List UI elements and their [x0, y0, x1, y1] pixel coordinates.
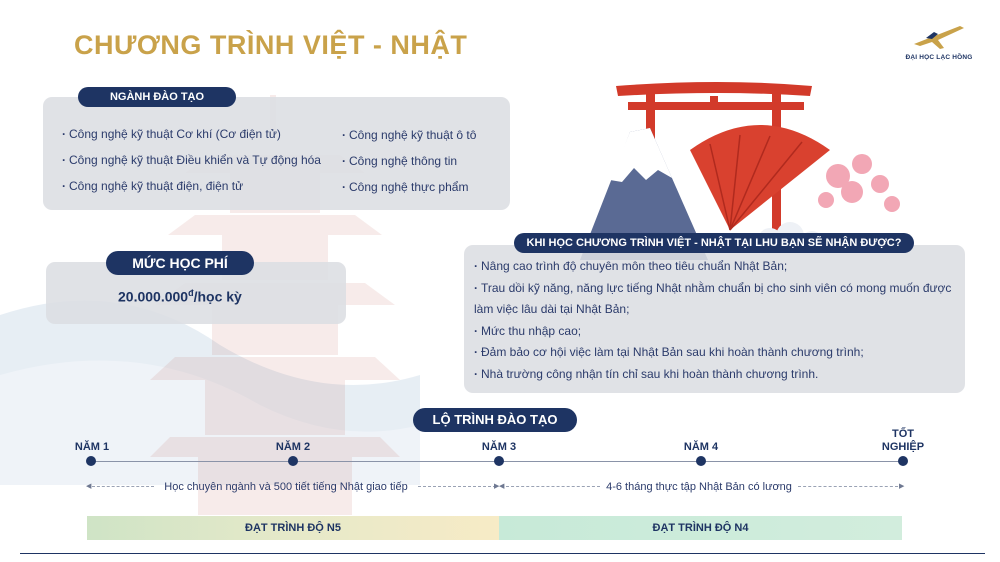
list-item: · Công nghệ kỹ thuật Điều khiển và Tự động hóa	[62, 147, 321, 173]
fee-heading: MỨC HỌC PHÍ	[106, 251, 254, 275]
list-item: · Công nghệ kỹ thuật Cơ khí (Cơ điện tử)	[62, 121, 321, 147]
plane-emblem-icon	[908, 22, 970, 52]
benefits-heading: KHI HỌC CHƯƠNG TRÌNH VIỆT - NHẬT TẠI LHU BẠN SẼ NHẬN ĐƯỢC?	[514, 233, 914, 253]
phase-1-text: Học chuyên ngành và 500 tiết tiếng Nhật giao tiếp	[164, 481, 408, 493]
fee-value	[118, 288, 242, 305]
arrow-right-icon: ▶	[494, 483, 500, 490]
majors-list-left	[62, 121, 321, 199]
stage-label-year-3: NĂM 3	[481, 441, 517, 453]
list-item: · Công nghệ thông tin	[342, 148, 476, 174]
phase-1-dash-left	[92, 486, 154, 487]
stage-dot	[696, 456, 706, 466]
fee-unit: /học kỳ	[193, 288, 242, 305]
majors-heading: NGÀNH ĐÀO TẠO	[78, 87, 236, 107]
fee-currency: đ	[188, 288, 194, 298]
phase-2-dash-left	[506, 486, 600, 487]
stage-label-year-2: NĂM 2	[275, 441, 311, 453]
majors-list-right	[342, 122, 476, 200]
benefits-list	[474, 256, 959, 385]
list-item: · Trau dồi kỹ năng, năng lực tiếng Nhật nhằm chuẩn bị cho sinh viên có mong muốn được làm việc lâu dài tại Nhật Bản;	[474, 278, 959, 321]
list-item: · Mức thu nhập cao;	[474, 321, 959, 343]
list-item: · Công nghệ kỹ thuật ô tô	[342, 122, 476, 148]
arrow-left-icon: ◀	[499, 483, 505, 490]
roadmap-heading: LỘ TRÌNH ĐÀO TẠO	[413, 408, 577, 432]
cherry-blossom-icon	[818, 154, 900, 212]
fee-amount: 20.000.000	[118, 288, 189, 305]
page-title: CHƯƠNG TRÌNH VIỆT - NHẬT	[74, 30, 468, 60]
phase-1-dash-right	[418, 486, 496, 487]
university-logo	[898, 22, 980, 72]
logo-name: ĐẠI HỌC LẠC HỒNG	[905, 54, 973, 61]
level-band-n5: ĐẠT TRÌNH ĐỘ N5	[87, 516, 499, 540]
stage-dot	[288, 456, 298, 466]
list-item: · Nhà trường công nhận tín chỉ sau khi hoàn thành chương trình.	[474, 364, 959, 386]
arrow-left-icon: ◀	[86, 483, 92, 490]
stage-label-graduation: TỐT NGHIỆP	[881, 428, 925, 453]
stage-dot	[494, 456, 504, 466]
level-band-n4: ĐẠT TRÌNH ĐỘ N4	[499, 516, 902, 540]
list-item: · Công nghệ kỹ thuật điện, điện tử	[62, 173, 321, 199]
list-item: · Nâng cao trình độ chuyên môn theo tiêu chuẩn Nhật Bản;	[474, 256, 959, 278]
folding-fan-icon	[690, 125, 830, 230]
footer-divider	[20, 553, 985, 554]
phase-2-dash-right	[798, 486, 898, 487]
arrow-right-icon: ▶	[899, 483, 905, 490]
stage-dot	[898, 456, 908, 466]
stage-label-year-4: NĂM 4	[683, 441, 719, 453]
phase-2-text: 4-6 tháng thực tập Nhật Bản có lương	[606, 481, 792, 493]
stage-label-year-1: NĂM 1	[74, 441, 110, 453]
list-item: · Công nghệ thực phẩm	[342, 174, 476, 200]
stage-dot	[86, 456, 96, 466]
list-item: · Đảm bảo cơ hội việc làm tại Nhật Bản sau khi hoàn thành chương trình;	[474, 342, 959, 364]
